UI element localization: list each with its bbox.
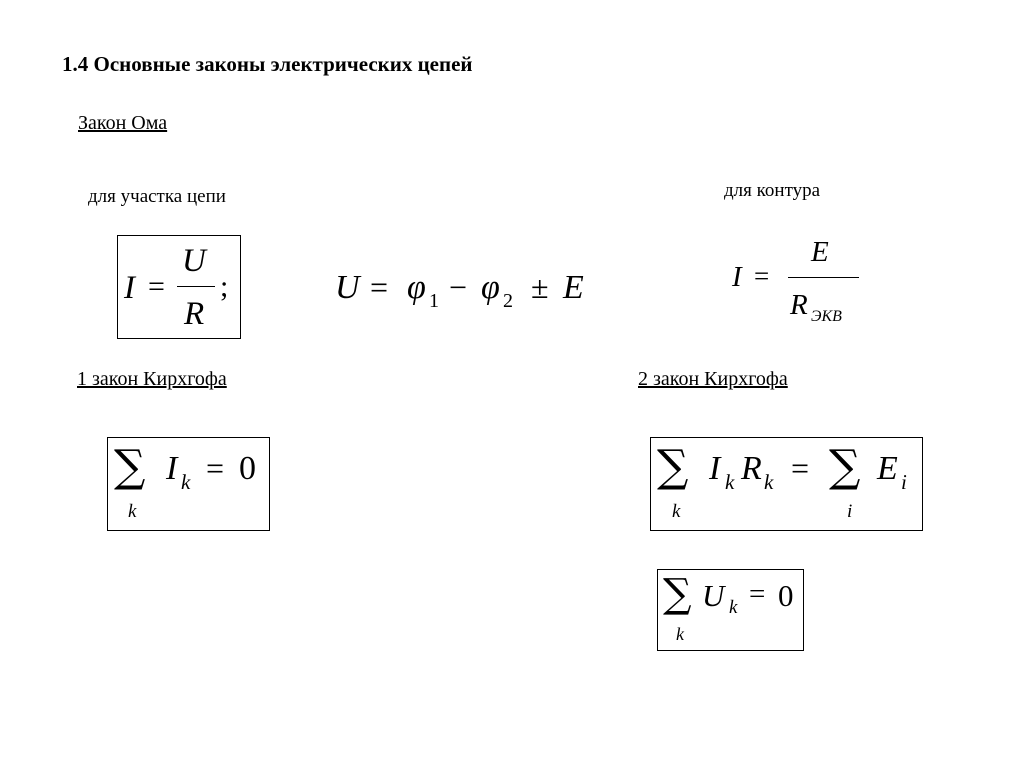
formula-minus: − [449,269,468,305]
fraction-bar [788,277,859,278]
kirchhoff-2-formula-box [650,437,923,531]
fraction-bar [177,286,215,287]
sum-symbol: ∑ [657,441,689,492]
kirchhoff-voltage-formula-box [657,569,804,651]
formula-current: I [124,270,135,306]
formula-denominator-subscript: ЭКВ [811,308,842,325]
formula-current-subscript: k [181,470,191,494]
formula-equals: = [749,578,766,610]
formula-voltage: U [335,269,360,306]
formula-equals: = [148,270,165,303]
formula-current: I [166,450,178,487]
formula-voltage: U [702,578,725,613]
sum-index: k [676,624,684,644]
sum-index: k [672,501,681,522]
formula-phi-1: φ [407,269,426,306]
formula-emf: E [877,450,898,487]
sum-index: i [847,501,853,522]
page-title: 1.4 Основные законы электрических цепей [62,52,473,76]
sum-index: k [128,501,137,522]
ohm-section-formula-box [117,235,241,339]
formula-emf-subscript: i [901,470,907,494]
formula-phi-2: φ [481,269,500,306]
formula-equals: = [754,261,770,291]
sum-symbol: ∑ [114,441,146,492]
formula-equals: = [791,450,810,486]
formula-resistance-subscript: k [764,470,774,494]
formula-phi-2-subscript: 2 [503,290,513,312]
kirchhoff-1-formula-box [107,437,270,531]
formula-resistance: R [741,450,762,487]
kirchhoff-2-heading: 2 закон Кирхгофа [638,368,788,390]
formula-equals: = [370,269,389,305]
formula-equals: = [206,450,225,486]
formula-denominator: R [790,289,808,321]
formula-numerator: E [811,236,829,268]
formula-emf: E [563,269,584,306]
sum-symbol: ∑ [663,571,692,617]
kirchhoff-1-heading: 1 закон Кирхгофа [77,368,227,390]
section-label: для участка цепи [88,186,226,207]
formula-current-subscript: k [725,470,735,494]
formula-zero: 0 [778,578,794,613]
contour-label: для контура [724,180,821,201]
formula-plus-minus: ± [531,269,549,305]
formula-semicolon: ; [220,270,229,303]
formula-voltage-subscript: k [729,597,738,618]
ohm-law-heading: Закон Ома [78,112,168,134]
formula-current: I [732,261,742,293]
formula-zero: 0 [239,450,256,487]
potential-formula [335,265,600,315]
formula-denominator: R [184,296,205,332]
formula-numerator: U [182,243,206,279]
formula-phi-1-subscript: 1 [429,290,439,312]
sum-symbol: ∑ [829,441,861,492]
formula-current: I [709,450,721,487]
contour-formula [728,233,868,333]
